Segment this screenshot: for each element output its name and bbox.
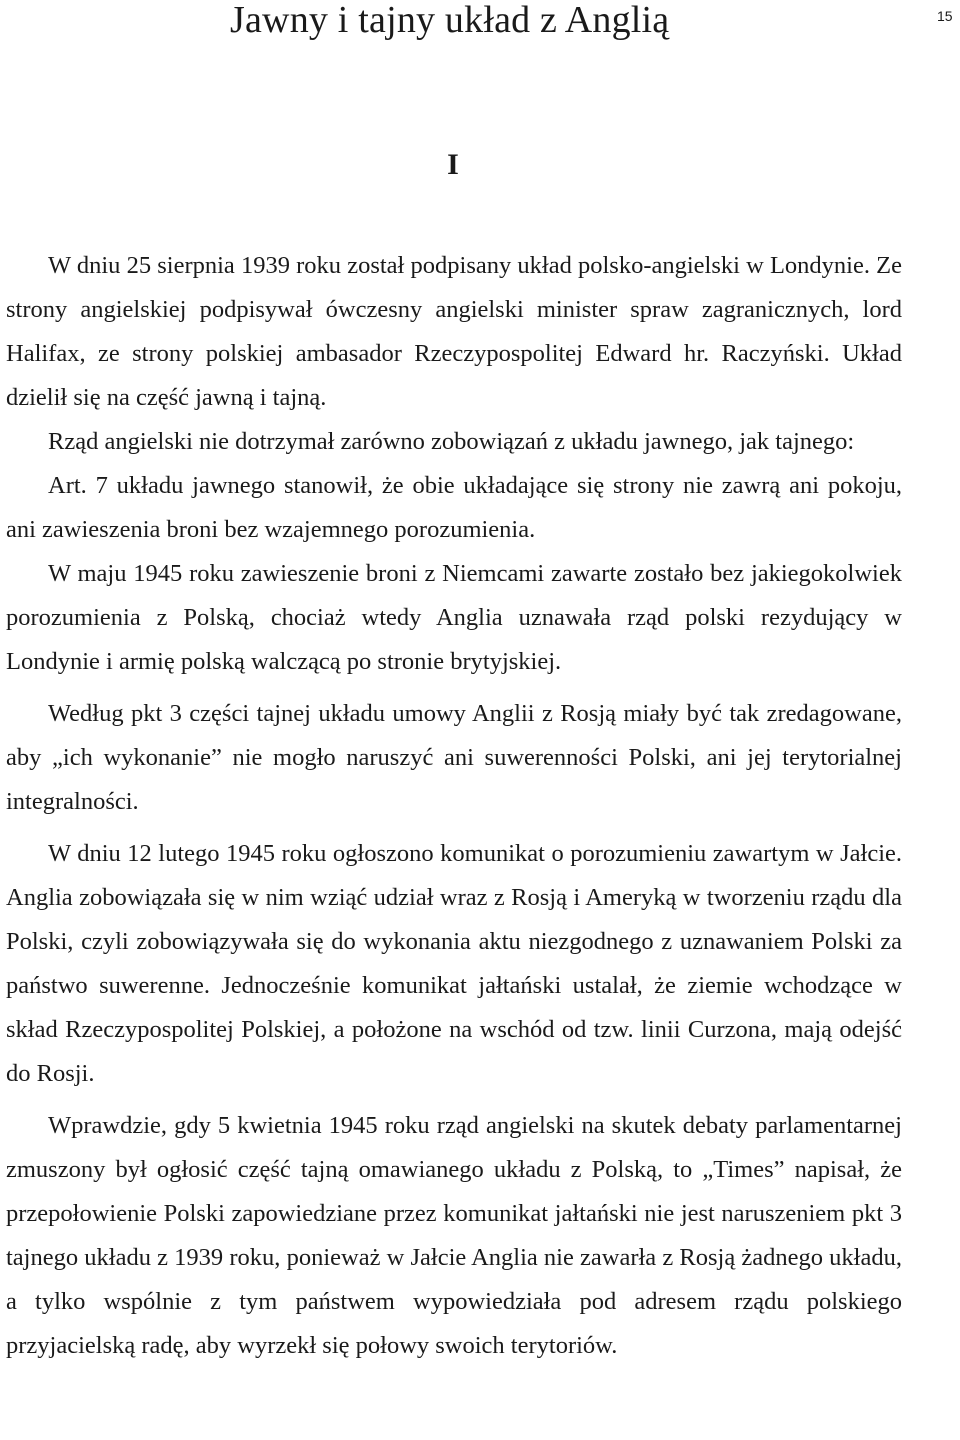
paragraph: Art. 7 układu jawnego stanowił, że obie układające się strony nie zawrą ani pokoju, ani zawieszenia broni bez wzajemnego porozumienia. [6,472,902,543]
paragraph: W dniu 12 lutego 1945 roku ogłoszono komunikat o porozumieniu zawartym w Jałcie. Anglia zobowiązała się w nim wziąć udział wraz z Rosją i Ameryką w tworzeniu rządu dla Polski, czyli zobowiązywała się do wykonania aktu niezgodnego z uznawaniem Polski za państwo suwerenne. Jednocześnie komunikat jałtański ustalał, że ziemie wchodzące w skład Rzeczypospolitej Polskiej, a położone na wschód od tzw. linii Curzona, mają odejść do Rosji. [6,840,902,1087]
paragraph: Według pkt 3 części tajnej układu umowy Anglii z Rosją miały być tak zredagowane, aby „ich wykonanie” nie mogło naruszyć ani suwerenności Polski, ani jej terytorialnej integralności. [6,700,902,815]
page-number: 15 [937,8,953,24]
running-header [0,0,960,50]
chapter-title: Jawny i tajny układ z Anglią [230,0,670,41]
paragraph: W dniu 25 sierpnia 1939 roku został podpisany układ polsko-angielski w Londynie. Ze strony angielskiej podpisywał ówczesny angielski minister spraw zagranicznych, lord Halifax, ze strony polskiej ambasador Rzeczypospolitej Edward hr. Raczyński. Układ dzielił się na część jawną i tajną. [6,252,902,411]
paragraph: W maju 1945 roku zawieszenie broni z Niemcami zawarte zostało bez jakiegokolwiek porozumienia z Polską, chociaż wtedy Anglia uznawała rząd polski rezydujący w Londynie i armię polską walczącą po stronie brytyjskiej. [6,560,902,675]
paragraph: Wprawdzie, gdy 5 kwietnia 1945 roku rząd angielski na skutek debaty parlamentarnej zmuszony był ogłosić część tajną omawianego układu z Polską, to „Times” napisał, że przepołowienie Polski zapowiedziane przez komunikat jałtański nie jest naruszeniem pkt 3 tajnego układu z 1939 roku, ponieważ w Jałcie Anglia nie zawarła z Rosją żadnego układu, a tylko wspólnie z tym państwem wypowiedziała pod adresem rządu polskiego przyjacielską radę, aby wyrzekł się połowy swoich terytoriów. [6,1112,902,1359]
body-text [6,244,902,1368]
paragraph: Rząd angielski nie dotrzymał zarówno zobowiązań z układu jawnego, jak tajnego: [48,428,855,455]
section-numeral: I [447,148,459,181]
